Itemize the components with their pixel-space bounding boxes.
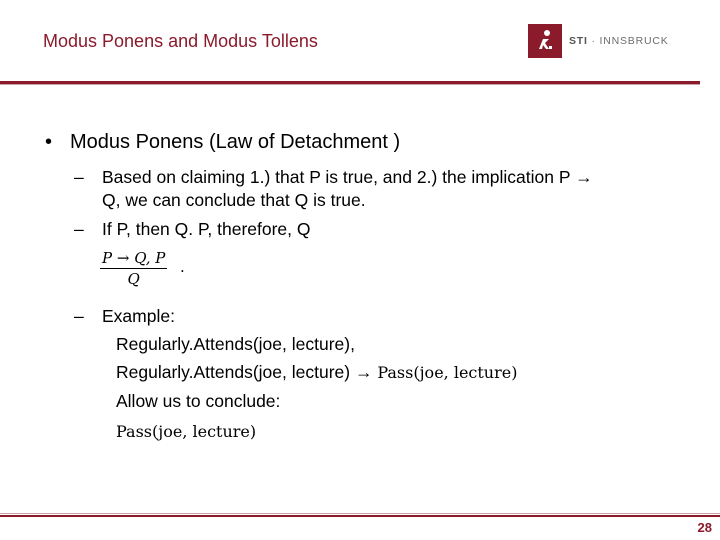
logo-innsbruck: INNSBRUCK [599,35,669,47]
logo-separator: · [587,35,600,47]
sub-point-example [74,305,175,328]
dash-1: – [74,167,84,187]
implication-arrow: → [354,362,373,382]
example-line-2-suffix: Pass(joe, lecture) [377,363,518,382]
sub-point-2 [74,218,311,241]
dash-3: – [74,306,84,326]
dash-2: – [74,219,84,239]
sti-logo-icon [528,24,562,58]
logo-text [569,35,669,47]
sti-innsbruck-logo [528,24,669,58]
formula-period: . [180,258,185,276]
sub-point-1-line-2: Q, we can conclude that Q is true. [102,190,366,210]
example-line-2-prefix: Regularly.Attends(joe, lecture) [116,362,351,382]
modus-ponens-formula [100,249,185,288]
page-number: 28 [697,520,712,535]
example-line-2 [116,362,517,383]
main-bullet [45,131,400,154]
sub-point-1-line-1: Based on claiming 1.) that P is true, and 2.) the implication P → [102,167,593,187]
main-bullet-text: Modus Ponens (Law of Detachment ) [70,131,401,153]
footer-divider [0,515,720,517]
footer-divider-light [0,513,720,514]
formula-numerator: P → Q, P [102,249,166,267]
sub-point-2-text: If P, then Q. P, therefore, Q [102,219,311,239]
sub-point-1 [74,166,593,212]
formula-denominator: Q [127,270,140,288]
example-line-1: Regularly.Attends(joe, lecture), [116,334,355,354]
example-line-3: Allow us to conclude: [116,391,281,411]
bullet-dot: • [45,131,53,153]
example-label: Example: [102,306,175,326]
logo-sti: STI [569,35,588,47]
header-divider-light [0,84,700,85]
example-line-4: Pass(joe, lecture) [116,422,257,441]
slide-title: Modus Ponens and Modus Tollens [43,31,318,51]
